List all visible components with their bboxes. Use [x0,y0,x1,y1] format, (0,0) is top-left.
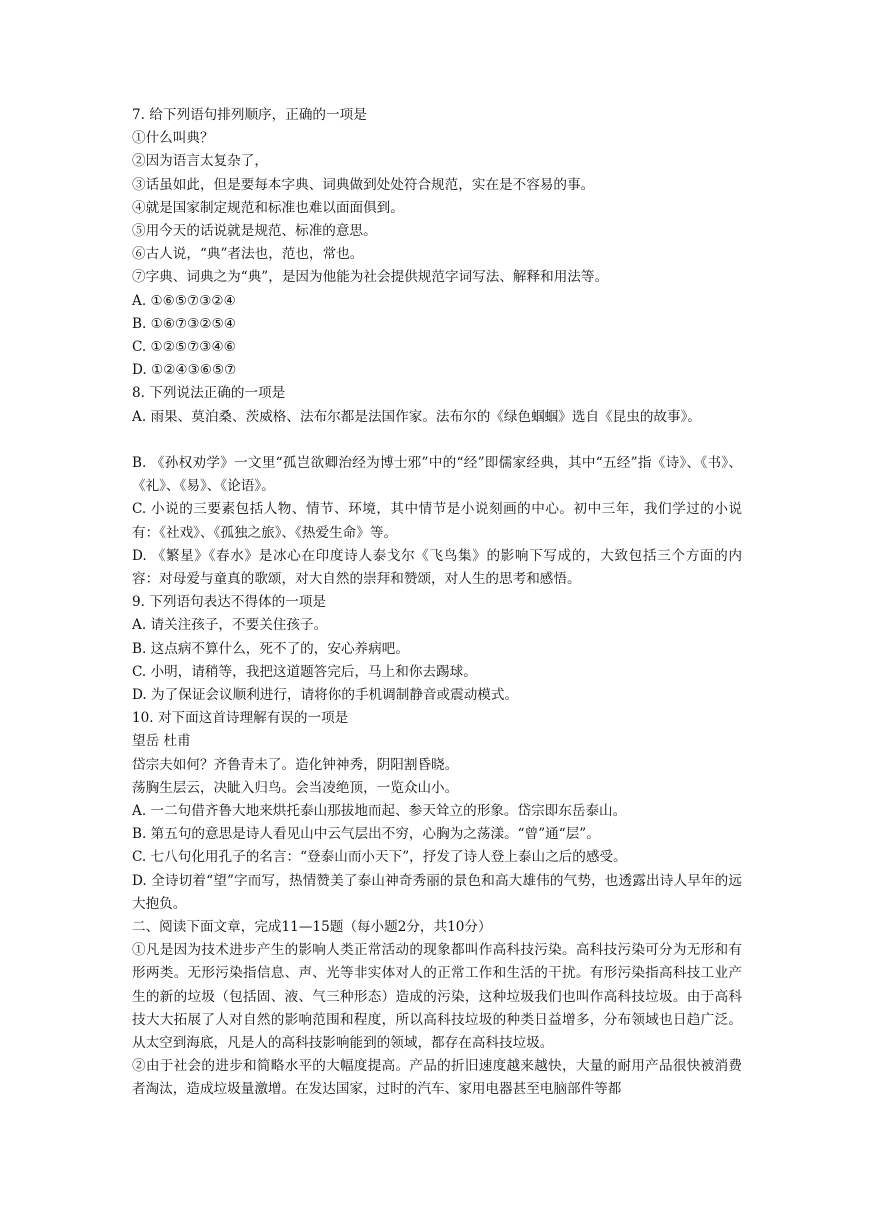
paragraph-2: ②由于社会的进步和简略水平的大幅度提高。产品的折旧速度越来越快，大量的耐用产品很快被消费者淘汰，造成垃圾量激增。在发达国家，过时的汽车、家用电器甚至电脑部件等都 [132,1058,742,1098]
option-b: B. ①⑥⑦③②⑤④ [132,315,236,332]
option-c: C. 七八句化用孔子的名言：“登泰山而小天下”，抒发了诗人登上泰山之后的感受。 [132,849,627,866]
option-d: D. 为了保证会议顺利进行，请将你的手机调制静音或震动模式。 [132,687,519,704]
paragraph-1: ①凡是因为技术进步产生的影响人类正常活动的现象都叫作高科技污染。高科技污染可分为无形和有形两类。无形污染指信息、声、光等非实体对人的正常工作和生活的干扰。有形污染指高科技工业产生的新的垃圾（包括固、液、气三种形态）造成的污染，这种垃圾我们也叫作高科技垃圾。由于高科技大大拓展了人对自然的影响范围和程度，所以高科技垃圾的种类日益增多，分布领域也日趋广泛。从太空到海底，凡是人的高科技影响能到的领域，都存在高科技垃圾。 [132,942,742,1052]
sentence-4: ④就是国家制定规范和标准也难以面面俱到。 [132,199,404,216]
exam-page [132,104,742,1102]
sentence-3: ③话虽如此，但是要每本字典、词典做到处处符合规范，实在是不容易的事。 [132,176,595,193]
option-a: A. 雨果、莫泊桑、茨威格、法布尔都是法国作家。法布尔的《绿色蝈蝈》选自《昆虫的故事》。 [132,408,701,425]
poem-line-1: 岱宗夫如何？齐鲁青未了。造化钟神秀，阴阳割昏晓。 [132,756,459,773]
poem-line-2: 荡胸生层云，决眦入归鸟。会当凌绝顶，一览众山小。 [132,779,459,796]
sentence-6: ⑥古人说，“典”者法也，范也，常也。 [132,246,364,263]
option-b: B. 这点病不算什么，死不了的，安心养病吧。 [132,640,409,657]
option-d: D. 《繁星》《春水》是冰心在印度诗人泰戈尔《飞鸟集》的影响下写成的，大致包括三个方面的内容：对母爱与童真的歌颂，对大自然的崇拜和赞颂，对人生的思考和感悟。 [132,547,742,588]
question-8 [132,382,742,591]
question-10 [132,707,742,916]
option-c: C. 小说的三要素包括人物、情节、环境，其中情节是小说刻画的中心。初中三年，我们学过的小说有：《社戏》、《孤独之旅》、《热爱生命》等。 [132,501,742,541]
sentence-7: ⑦字典、词典之为“典”，是因为他能为社会提供规范字词写法、解释和用法等。 [132,269,609,286]
option-c: C. 小明，请稍等，我把这道题答完后，马上和你去踢球。 [132,663,477,680]
question-stem: 8. 下列说法正确的一项是 [132,385,286,402]
option-d: D. ①②④③⑥⑤⑦ [132,362,237,379]
sentence-2: ②因为语言太复杂了， [132,153,268,170]
option-b: B. 《孙权劝学》一文里“孤岂欲卿治经为博士邪”中的“经”即儒家经典，其中“五经”指《诗》、《书》、《礼》、《易》、《论语》。 [132,455,742,495]
poem-title: 望岳 杜甫 [132,733,191,750]
option-c: C. ①②⑤⑦③④⑥ [132,339,236,356]
sentence-1: ①什么叫典？ [132,130,214,147]
option-a: A. 一二句借齐鲁大地来烘托泰山那拔地而起、参天耸立的形象。岱宗即东岳泰山。 [132,803,627,820]
question-9 [132,591,742,707]
question-stem: 7. 给下列语句排列顺序，正确的一项是 [132,107,367,123]
sentence-5: ⑤用今天的话说就是规范、标准的意思。 [132,223,377,240]
question-stem: 9. 下列语句表达不得体的一项是 [132,594,327,611]
section-heading: 二、阅读下面文章，完成11—15题（每小题2分，共10分） [132,919,492,936]
question-7 [132,104,742,382]
option-a: A. ①⑥⑤⑦③②④ [132,292,236,309]
reading-section [132,916,742,1102]
option-d: D. 全诗切着“望”字而写，热情赞美了泰山神奇秀丽的景色和高大雄伟的气势，也透露出诗人早年的远大抱负。 [132,872,742,912]
option-b: B. 第五句的意思是诗人看见山中云气层出不穷，心胸为之荡漾。“曾”通“层”。 [132,826,600,843]
option-a: A. 请关注孩子，不要关住孩子。 [132,617,328,634]
question-stem: 10. 对下面这首诗理解有误的一项是 [132,710,349,727]
